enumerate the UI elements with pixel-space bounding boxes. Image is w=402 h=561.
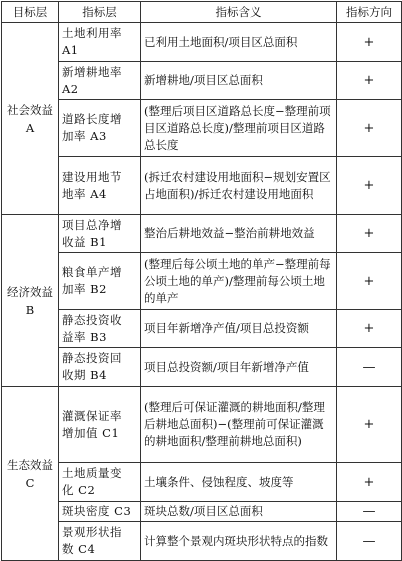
indicator-name: 景观形状指 — [62, 525, 122, 539]
indicator-code: 化 C2 — [62, 483, 96, 497]
meaning-cell: (整理后每公顷土地的单产−整理前每公顷土地的单产)/整理前每公顷土地的单产 — [141, 253, 337, 310]
indicator-cell — [59, 310, 141, 348]
direction-cell: — — [337, 348, 402, 387]
table-row — [2, 310, 402, 348]
table-row — [2, 157, 402, 215]
meaning-cell: 整治后耕地效益−整治前耕地效益 — [141, 215, 337, 253]
table-row — [2, 253, 402, 310]
indicator-code: 数 C4 — [62, 542, 96, 556]
meaning-cell: (拆迁农村建设用地面积−规划安置区占地面积)/拆迁农村建设用地面积 — [141, 157, 337, 215]
indicator-name: 粮食单产增 — [62, 265, 122, 279]
meaning-cell: 计算整个景观内斑块形状特点的指数 — [141, 522, 337, 561]
direction-cell: + — [337, 215, 402, 253]
indicator-name: 灌溉保证率 — [62, 408, 122, 423]
direction-cell: + — [337, 463, 402, 502]
direction-cell: + — [337, 23, 402, 62]
table-row — [2, 387, 402, 463]
indicator-cell — [59, 387, 141, 463]
indicator-cell — [59, 502, 141, 522]
direction-cell: + — [337, 253, 402, 310]
indicator-name: 项目总净增 — [62, 217, 122, 232]
indicator-name: 静态投资回 — [62, 351, 122, 365]
indicator-code: A1 — [62, 43, 79, 57]
target-code: B — [25, 302, 35, 317]
table-row — [2, 62, 402, 100]
header-indicator-layer: 指标层 — [59, 2, 141, 23]
meaning-cell: 土壤条件、侵蚀程度、坡度等 — [141, 463, 337, 502]
meaning-cell: 项目总投资额/项目年新增净产值 — [141, 348, 337, 387]
indicator-code: 地率 A4 — [62, 186, 107, 201]
indicator-cell — [59, 157, 141, 215]
indicator-name: 静态投资收 — [62, 312, 122, 327]
evaluation-index-table — [1, 1, 402, 561]
indicator-name: 新增耕地率 — [62, 64, 122, 79]
indicator-cell — [59, 62, 141, 100]
target-name: 社会效益 — [7, 102, 53, 117]
indicator-name: 道路长度增 — [62, 112, 122, 126]
indicator-code: A2 — [62, 81, 79, 96]
indicator-cell — [59, 100, 141, 157]
meaning-cell: 项目年新增净产值/项目总投资额 — [141, 310, 337, 348]
indicator-cell — [59, 23, 141, 62]
direction-cell: + — [337, 62, 402, 100]
meaning-cell: (整理后项目区道路总长度−整理前项目区道路总长度)/整理前项目区道路总长度 — [141, 100, 337, 157]
target-name: 经济效益 — [7, 284, 53, 299]
direction-cell: + — [337, 310, 402, 348]
indicator-code: 增加值 C1 — [62, 425, 120, 440]
meaning-cell: (整理后可保证灌溉的耕地面积/整理后耕地总面积)−(整理前可保证灌溉的耕地面积/整理前耕地总面积) — [141, 387, 337, 463]
header-row — [2, 2, 402, 23]
direction-cell: — — [337, 502, 402, 522]
table-row — [2, 502, 402, 522]
indicator-cell — [59, 522, 141, 561]
indicator-code: 加率 A3 — [62, 129, 107, 143]
header-target-layer: 目标层 — [2, 2, 59, 23]
indicator-cell — [59, 348, 141, 387]
direction-cell: + — [337, 100, 402, 157]
header-indicator-meaning: 指标含义 — [141, 2, 337, 23]
indicator-code: 加率 B2 — [62, 282, 107, 296]
target-layer-cell — [2, 215, 59, 387]
indicator-name: 建设用地节 — [62, 169, 122, 184]
indicator-name: 斑块密度 C3 — [62, 504, 132, 518]
target-layer-cell — [2, 23, 59, 215]
header-indicator-direction: 指标方向 — [337, 2, 402, 23]
indicator-code: 益率 B3 — [62, 329, 107, 344]
direction-cell: — — [337, 522, 402, 561]
indicator-name: 土地质量变 — [62, 466, 122, 480]
table-row — [2, 100, 402, 157]
table-row — [2, 348, 402, 387]
table-row — [2, 215, 402, 253]
indicator-cell — [59, 253, 141, 310]
meaning-cell: 斑块总数/项目区总面积 — [141, 502, 337, 522]
meaning-cell: 已利用土地面积/项目区总面积 — [141, 23, 337, 62]
target-code: A — [25, 120, 35, 135]
indicator-code: 收期 B4 — [62, 368, 107, 382]
target-name: 生态效益 — [7, 457, 53, 472]
target-layer-cell — [2, 387, 59, 561]
meaning-cell: 新增耕地/项目区总面积 — [141, 62, 337, 100]
direction-cell: + — [337, 387, 402, 463]
table-row — [2, 522, 402, 561]
direction-cell: + — [337, 157, 402, 215]
table-row — [2, 463, 402, 502]
indicator-cell — [59, 463, 141, 502]
indicator-name: 土地利用率 — [62, 26, 122, 40]
target-code: C — [25, 475, 35, 490]
indicator-code: 收益 B1 — [62, 234, 107, 249]
table-row — [2, 23, 402, 62]
indicator-cell — [59, 215, 141, 253]
